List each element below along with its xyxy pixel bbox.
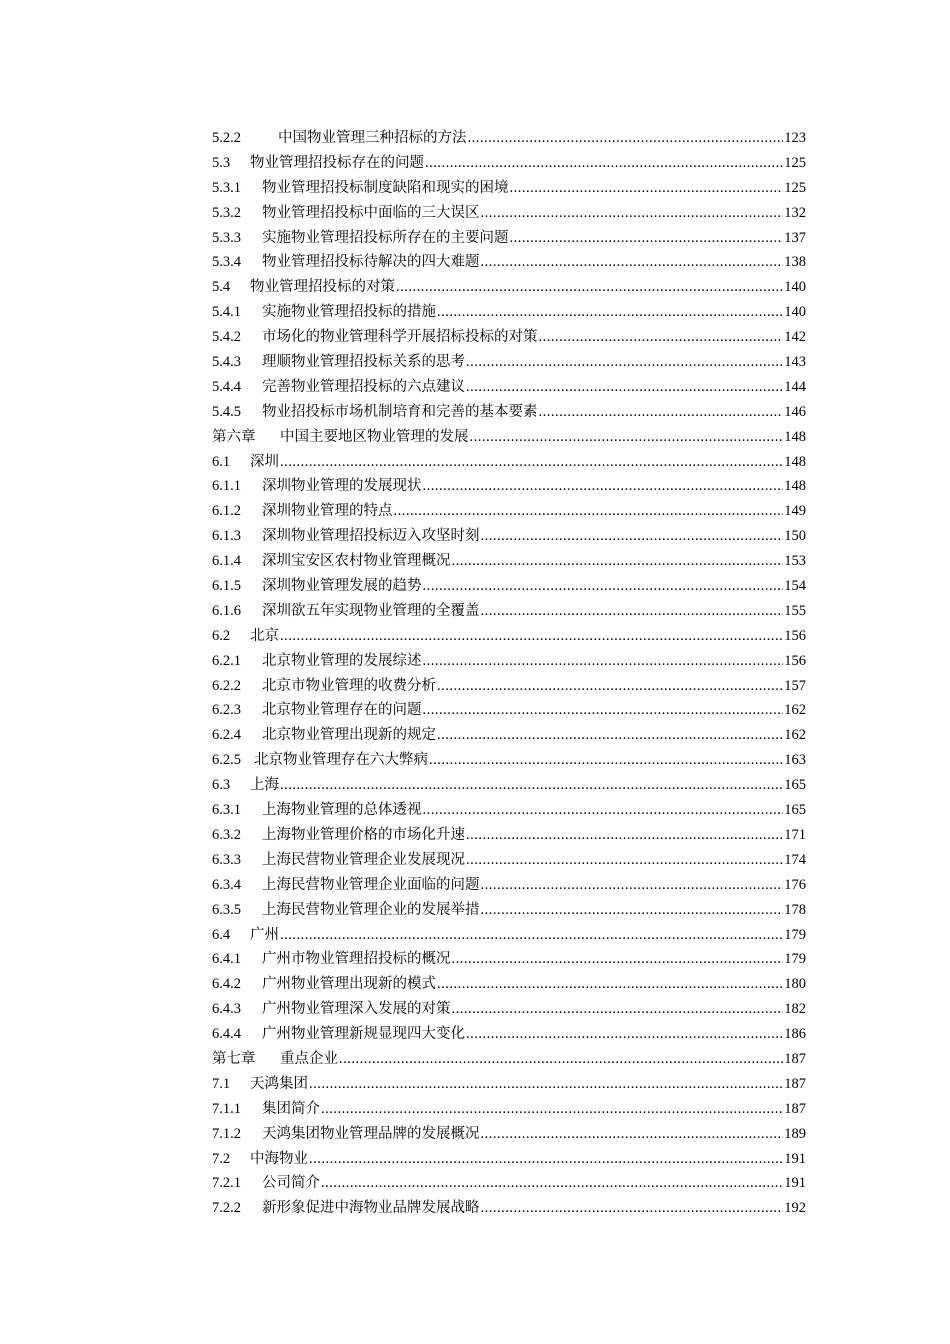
toc-entry-page-number: 155	[784, 602, 806, 619]
toc-dot-leader	[481, 201, 784, 226]
toc-entry-page-number: 187	[784, 1100, 806, 1117]
toc-dot-leader	[466, 823, 783, 848]
toc-entry-page-number: 148	[784, 453, 806, 470]
toc-dot-leader	[309, 1072, 783, 1097]
toc-dot-leader	[437, 300, 783, 325]
toc-entry-page-number: 137	[784, 229, 806, 246]
toc-entry-page-number: 132	[784, 204, 806, 221]
toc-entry[interactable]	[212, 549, 806, 574]
toc-entry-title: 北京	[250, 627, 279, 644]
toc-entry[interactable]	[212, 923, 806, 948]
toc-dot-leader	[280, 450, 783, 475]
toc-entry-number: 6.1	[212, 453, 231, 470]
toc-entry-number: 6.3.3	[212, 851, 241, 868]
toc-entry-title: 重点企业	[280, 1050, 338, 1067]
toc-entry-title: 广州物业管理深入发展的对策	[262, 1001, 451, 1018]
toc-dot-leader	[423, 798, 784, 823]
toc-dot-leader	[280, 624, 783, 649]
toc-entry-title: 物业管理招投标待解决的四大难题	[262, 254, 480, 271]
toc-entry-number: 5.3.2	[212, 204, 241, 221]
toc-entry[interactable]	[212, 474, 806, 499]
toc-entry[interactable]	[212, 375, 806, 400]
toc-entry-title: 深圳物业管理的特点	[262, 503, 393, 520]
toc-dot-leader	[339, 1047, 783, 1072]
toc-entry-page-number: 125	[784, 154, 806, 171]
toc-dot-leader	[452, 947, 784, 972]
toc-entry-title: 中国物业管理三种招标的方法	[278, 130, 467, 146]
toc-entry-number: 6.1.2	[212, 503, 241, 520]
toc-entry-number: 6.2.5	[212, 752, 241, 769]
toc-entry-page-number: 148	[784, 428, 806, 445]
toc-entry-page-number: 138	[784, 254, 806, 271]
toc-entry-title: 集团简介	[262, 1100, 320, 1117]
toc-entry[interactable]	[212, 250, 806, 275]
toc-entry[interactable]	[212, 126, 806, 151]
toc-entry[interactable]	[212, 226, 806, 251]
toc-entry[interactable]	[212, 176, 806, 201]
toc-entry-title: 上海	[250, 777, 279, 794]
toc-dot-leader	[481, 1122, 784, 1147]
toc-entry-number: 5.4	[212, 279, 231, 296]
toc-entry-page-number: 165	[784, 802, 806, 819]
toc-entry-title: 深圳欲五年实现物业管理的全覆盖	[262, 602, 480, 619]
toc-dot-leader	[437, 674, 783, 699]
toc-entry-title: 理顺物业管理招投标关系的思考	[262, 354, 465, 371]
toc-entry[interactable]	[212, 1097, 806, 1122]
toc-dot-leader	[394, 499, 784, 524]
toc-entry-page-number: 180	[784, 976, 806, 993]
toc-entry-title: 完善物业管理招投标的六点建议	[262, 378, 465, 395]
toc-entry-page-number: 163	[784, 752, 806, 769]
toc-entry-number: 6.3.5	[212, 901, 241, 918]
toc-dot-leader	[425, 151, 783, 176]
toc-entry[interactable]	[212, 723, 806, 748]
toc-entry-title: 物业管理招投标存在的问题	[250, 154, 424, 171]
toc-entry-number: 5.4.5	[212, 403, 241, 420]
toc-dot-leader	[539, 325, 784, 350]
toc-entry-number: 6.3	[212, 777, 231, 794]
toc-dot-leader	[481, 1196, 784, 1221]
toc-dot-leader	[423, 649, 784, 674]
toc-entry-title: 天鸿集团	[250, 1075, 308, 1092]
toc-entry[interactable]	[212, 997, 806, 1022]
toc-entry-page-number: 125	[784, 179, 806, 196]
toc-entry-number: 5.4.4	[212, 378, 241, 395]
toc-entry[interactable]	[212, 848, 806, 873]
toc-entry-number: 5.3.1	[212, 179, 241, 196]
toc-entry-number: 6.4	[212, 926, 231, 943]
toc-entry-page-number: 150	[784, 528, 806, 545]
toc-entry-title: 物业管理招投标的对策	[250, 279, 395, 296]
toc-dot-leader	[423, 474, 784, 499]
toc-entry-number: 6.1.5	[212, 578, 241, 595]
toc-entry-number: 7.2.1	[212, 1175, 241, 1192]
toc-entry-title: 物业招投标市场机制培育和完善的基本要素	[262, 403, 538, 420]
toc-entry-page-number: 162	[784, 727, 806, 744]
toc-entry-number: 6.4.2	[212, 976, 241, 993]
toc-entry-title: 市场化的物业管理科学开展招标投标的对策	[262, 329, 538, 346]
toc-entry-number: 5.3	[212, 154, 231, 171]
toc-entry-page-number: 156	[784, 652, 806, 669]
toc-dot-leader	[396, 275, 783, 300]
toc-entry-page-number: 153	[784, 553, 806, 570]
toc-entry[interactable]	[212, 425, 806, 450]
toc-entry-page-number: 187	[784, 1075, 806, 1092]
toc-entry-page-number: 144	[784, 378, 806, 395]
toc-dot-leader	[452, 549, 784, 574]
toc-dot-leader	[321, 1171, 783, 1196]
toc-entry-page-number: 182	[784, 1001, 806, 1018]
toc-entry[interactable]	[212, 350, 806, 375]
toc-entry-number: 6.1.6	[212, 602, 241, 619]
toc-entry[interactable]	[212, 275, 806, 300]
toc-entry[interactable]	[212, 649, 806, 674]
toc-dot-leader	[423, 574, 784, 599]
toc-entry-title: 深圳宝安区农村物业管理概况	[262, 553, 451, 570]
toc-entry-page-number: 162	[784, 702, 806, 719]
toc-entry[interactable]	[212, 947, 806, 972]
toc-entry-number: 6.2.3	[212, 702, 241, 719]
toc-entry-page-number: 156	[784, 627, 806, 644]
toc-entry-title: 北京市物业管理的收费分析	[262, 677, 436, 694]
toc-entry-title: 广州市物业管理招投标的概况	[262, 951, 451, 968]
toc-entry[interactable]	[212, 1122, 806, 1147]
toc-entry-title: 实施物业管理招投标的措施	[262, 304, 436, 321]
toc-entry-number: 6.2.2	[212, 677, 241, 694]
toc-entry-number: 6.1.3	[212, 528, 241, 545]
toc-entry-page-number: 192	[784, 1200, 806, 1217]
toc-entry-page-number: 189	[784, 1125, 806, 1142]
toc-entry-number: 第七章	[212, 1050, 256, 1067]
toc-entry-number: 5.4.3	[212, 354, 241, 371]
toc-dot-leader	[510, 226, 784, 251]
toc-entry[interactable]	[212, 1072, 806, 1097]
toc-entry-number: 6.3.1	[212, 802, 241, 819]
toc-entry-title: 上海民营物业管理企业发展现况	[262, 851, 465, 868]
toc-entry-title: 实施物业管理招投标所存在的主要问题	[262, 229, 509, 246]
toc-entry-number: 5.2.2	[212, 130, 241, 146]
toc-entry[interactable]	[212, 748, 806, 773]
toc-entry-title: 物业管理招投标制度缺陷和现实的困境	[262, 179, 509, 196]
toc-dot-leader	[466, 848, 783, 873]
toc-entry-title: 北京物业管理存在的问题	[262, 702, 422, 719]
toc-entry-number: 5.3.4	[212, 254, 241, 271]
toc-dot-leader	[466, 1022, 783, 1047]
toc-entry-number: 7.1	[212, 1075, 231, 1092]
toc-entry[interactable]	[212, 1171, 806, 1196]
toc-entry-page-number: 154	[784, 578, 806, 595]
toc-entry[interactable]	[212, 151, 806, 176]
toc-entry-page-number: 143	[784, 354, 806, 371]
toc-entry-title: 物业管理招投标中面临的三大误区	[262, 204, 480, 221]
toc-entry-page-number: 187	[784, 1050, 806, 1067]
toc-entry[interactable]	[212, 499, 806, 524]
toc-dot-leader	[481, 250, 784, 275]
toc-entry[interactable]	[212, 698, 806, 723]
toc-entry-page-number: 171	[784, 826, 806, 843]
toc-dot-leader	[466, 350, 783, 375]
toc-entry-number: 6.4.3	[212, 1001, 241, 1018]
toc-entry[interactable]	[212, 524, 806, 549]
toc-dot-leader	[437, 972, 783, 997]
toc-entry[interactable]	[212, 823, 806, 848]
toc-entry-title: 中海物业	[250, 1150, 308, 1167]
toc-entry-page-number: 149	[784, 503, 806, 520]
toc-entry-number: 5.4.1	[212, 304, 241, 321]
toc-entry-title: 北京物业管理存在六大弊病	[254, 752, 428, 769]
toc-entry-number: 6.3.2	[212, 826, 241, 843]
toc-entry-number: 7.2	[212, 1150, 231, 1167]
toc-entry-number: 5.4.2	[212, 329, 241, 346]
toc-entry-title: 上海民营物业管理企业面临的问题	[262, 876, 480, 893]
toc-entry-page-number: 176	[784, 876, 806, 893]
toc-entry-title: 广州物业管理新规显现四大变化	[262, 1026, 465, 1043]
toc-entry-number: 6.4.4	[212, 1026, 241, 1043]
toc-entry[interactable]	[212, 300, 806, 325]
toc-entry-title: 广州物业管理出现新的模式	[262, 976, 436, 993]
toc-entry[interactable]	[212, 400, 806, 425]
toc-entry-page-number: 179	[784, 951, 806, 968]
toc-entry-title: 上海物业管理的总体透视	[262, 802, 422, 819]
toc-entry[interactable]	[212, 201, 806, 226]
toc-entry[interactable]	[212, 574, 806, 599]
toc-dot-leader	[466, 375, 783, 400]
toc-dot-leader	[429, 748, 783, 773]
toc-entry-title: 北京物业管理的发展综述	[262, 652, 422, 669]
toc-dot-leader	[481, 898, 784, 923]
toc-entry-title: 北京物业管理出现新的规定	[262, 727, 436, 744]
toc-entry-page-number: 191	[784, 1150, 806, 1167]
toc-entry-number: 6.1.1	[212, 478, 241, 495]
toc-dot-leader	[470, 425, 784, 450]
toc-entry[interactable]	[212, 1022, 806, 1047]
toc-entry-title: 新形象促进中海物业品牌发展战略	[262, 1200, 480, 1217]
toc-entry[interactable]	[212, 873, 806, 898]
toc-entry-page-number: 174	[784, 851, 806, 868]
toc-entry-page-number: 148	[784, 478, 806, 495]
toc-entry[interactable]	[212, 972, 806, 997]
toc-dot-leader	[280, 773, 783, 798]
toc-entry-number: 7.2.2	[212, 1200, 241, 1217]
toc-entry-number: 7.1.2	[212, 1125, 241, 1142]
toc-dot-leader	[280, 923, 783, 948]
toc-entry-page-number: 186	[784, 1026, 806, 1043]
toc-entry-number: 6.2	[212, 627, 231, 644]
toc-entry-title: 上海物业管理价格的市场化升速	[262, 826, 465, 843]
toc-entry-page-number: 157	[784, 677, 806, 694]
toc-entry[interactable]	[212, 674, 806, 699]
toc-entry-number: 6.1.4	[212, 553, 241, 570]
toc-entry-number: 6.2.1	[212, 652, 241, 669]
toc-entry[interactable]	[212, 798, 806, 823]
toc-entry-number: 6.3.4	[212, 876, 241, 893]
toc-entry-number: 6.2.4	[212, 727, 241, 744]
toc-entry-number: 第六章	[212, 428, 256, 445]
toc-entry-page-number: 178	[784, 901, 806, 918]
toc-entry-title: 深圳	[250, 453, 279, 470]
toc-dot-leader	[510, 176, 784, 201]
toc-entry[interactable]	[212, 325, 806, 350]
toc-dot-leader	[309, 1147, 783, 1172]
toc-dot-leader	[481, 524, 784, 549]
toc-dot-leader	[321, 1097, 783, 1122]
toc-entry-title: 深圳物业管理发展的趋势	[262, 578, 422, 595]
toc-dot-leader	[481, 873, 784, 898]
toc-entry-number: 7.1.1	[212, 1100, 241, 1117]
toc-entry-page-number: 142	[784, 329, 806, 346]
toc-entry-title: 深圳物业管理的发展现状	[262, 478, 422, 495]
toc-dot-leader	[452, 997, 784, 1022]
toc-entry-page-number: 146	[784, 403, 806, 420]
toc-entry-number: 5.3.3	[212, 229, 241, 246]
toc-entry-page-number: 191	[784, 1175, 806, 1192]
toc-entry[interactable]	[212, 898, 806, 923]
toc-dot-leader	[437, 723, 783, 748]
toc-entry-title: 广州	[250, 926, 279, 943]
toc-entry[interactable]	[212, 1147, 806, 1172]
toc-dot-leader	[468, 126, 784, 151]
toc-entry-page-number: 123	[784, 130, 806, 146]
toc-dot-leader	[423, 698, 784, 723]
toc-dot-leader	[481, 599, 784, 624]
toc-entry-title: 天鸿集团物业管理品牌的发展概况	[262, 1125, 480, 1142]
toc-entry[interactable]	[212, 1047, 806, 1072]
table-of-contents	[212, 126, 806, 1221]
toc-entry-page-number: 140	[784, 304, 806, 321]
toc-entry-title: 中国主要地区物业管理的发展	[280, 428, 469, 445]
toc-dot-leader	[539, 400, 784, 425]
toc-entry-title: 上海民营物业管理企业的发展举措	[262, 901, 480, 918]
toc-entry[interactable]	[212, 1196, 806, 1221]
toc-entry-page-number: 179	[784, 926, 806, 943]
toc-entry-number: 6.4.1	[212, 951, 241, 968]
toc-entry-title: 公司简介	[262, 1175, 320, 1192]
toc-entry-title: 深圳物业管理招投标迈入攻坚时刻	[262, 528, 480, 545]
toc-entry-page-number: 165	[784, 777, 806, 794]
toc-entry[interactable]	[212, 599, 806, 624]
toc-entry-page-number: 140	[784, 279, 806, 296]
toc-entry[interactable]	[212, 624, 806, 649]
toc-entry[interactable]	[212, 450, 806, 475]
toc-entry[interactable]	[212, 773, 806, 798]
